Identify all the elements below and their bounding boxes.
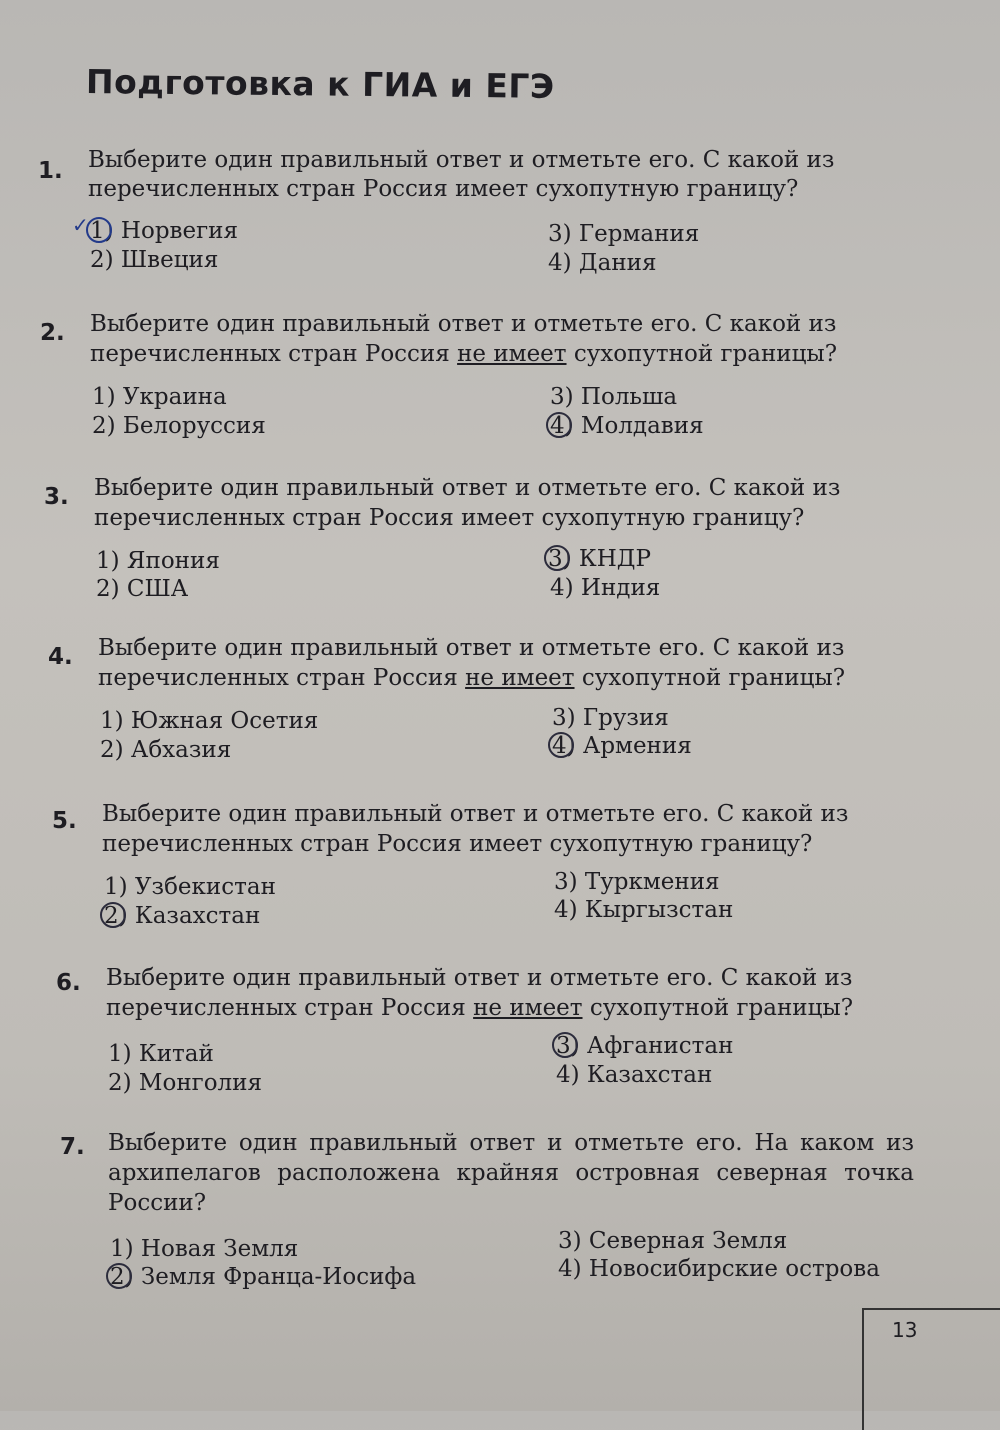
page-number-box xyxy=(862,1308,1000,1430)
answer-option[interactable]: 4) Новосибирские острова xyxy=(558,1256,880,1282)
circle-mark-icon xyxy=(552,1032,578,1058)
question-text-line-2: перечисленных стран Россия имеет сухопутную границу? xyxy=(94,505,805,531)
underlined-phrase: не имеет xyxy=(473,995,583,1021)
answer-option[interactable]: 1) Южная Осетия xyxy=(100,708,319,734)
question-number: 4. xyxy=(48,644,73,670)
circle-mark-icon xyxy=(100,902,126,928)
answer-option[interactable]: 2) США xyxy=(96,576,189,602)
circle-mark-icon xyxy=(546,412,572,438)
question-text-line-1: Выберите один правильный ответ и отметьте его. С какой из xyxy=(98,635,845,661)
question-text-line-2: перечисленных стран Россия имеет сухопутную границу? xyxy=(102,831,813,857)
answer-option[interactable]: 1) Узбекистан xyxy=(104,874,276,900)
answer-option[interactable]: 3) Афганистан xyxy=(556,1032,733,1060)
question-number: 5. xyxy=(52,808,77,834)
question-text: Выберите один правильный ответ и отметьте его. На каком из архипелагов расположена крайняя островная северная точка России? xyxy=(108,1130,914,1216)
answer-option[interactable]: 4) Индия xyxy=(550,575,661,601)
checkmark-icon: ✓ xyxy=(72,213,89,237)
answer-option[interactable]: 3) Германия xyxy=(548,221,700,247)
underlined-phrase: не имеет xyxy=(465,665,575,691)
answer-option[interactable]: 3) Польша xyxy=(550,384,678,410)
page-title: Подготовка к ГИА и ЕГЭ xyxy=(85,62,555,106)
page-number: 13 xyxy=(892,1318,918,1342)
circle-mark-icon xyxy=(86,217,112,243)
question-text-line-1: Выберите один правильный ответ и отметьте его. С какой из xyxy=(90,311,837,337)
question-text-line-1: Выберите один правильный ответ и отметьте его. С какой из xyxy=(102,801,849,827)
answer-option[interactable]: 2) Белоруссия xyxy=(92,413,266,439)
answer-option[interactable]: 2) Швеция xyxy=(90,247,219,273)
answer-option[interactable]: 3) Грузия xyxy=(552,705,669,731)
answer-option[interactable]: 2) Монголия xyxy=(108,1070,262,1096)
question-text-line-2: перечисленных стран Россия не имеет сухопутной границы? xyxy=(90,341,838,367)
answer-option[interactable]: 3) Туркмения xyxy=(554,869,720,895)
question-number: 1. xyxy=(38,158,63,184)
underlined-phrase: не имеет xyxy=(457,341,567,367)
answer-option[interactable]: 1) Новая Земля xyxy=(110,1236,299,1262)
circle-mark-icon xyxy=(106,1263,132,1289)
question-text-line-2: перечисленных стран Россия не имеет сухопутной границы? xyxy=(98,665,846,691)
answer-option[interactable]: 2) Казахстан xyxy=(104,902,260,930)
answer-option[interactable]: 1) Япония xyxy=(96,548,220,574)
answer-option[interactable]: 4) Молдавия xyxy=(550,412,704,440)
answer-option[interactable]: 4) Кыргызстан xyxy=(554,897,734,923)
question-text-line-2: перечисленных стран Россия не имеет сухопутной границы? xyxy=(106,995,854,1021)
answer-option[interactable]: ✓ 1) Норвегия xyxy=(72,213,238,244)
question-text-line-2: перечисленных стран Россия имеет сухопутную границу? xyxy=(88,176,799,202)
answer-option[interactable]: 4) Казахстан xyxy=(556,1062,713,1088)
question-number: 2. xyxy=(40,320,65,346)
question-text-line-1: Выберите один правильный ответ и отметьте его. С какой из xyxy=(88,147,835,173)
answer-option[interactable]: 1) Китай xyxy=(108,1041,214,1067)
answer-option[interactable]: 1) Украина xyxy=(92,384,227,410)
answer-option[interactable]: 4) Дания xyxy=(548,250,657,276)
answer-option[interactable]: 3) Северная Земля xyxy=(558,1228,788,1254)
answer-option[interactable]: 3) КНДР xyxy=(548,545,651,573)
answer-option[interactable]: 2) Земля Франца-Иосифа xyxy=(110,1263,416,1291)
question-text-line-1: Выберите один правильный ответ и отметьте его. С какой из xyxy=(106,965,853,991)
answer-option[interactable]: 2) Абхазия xyxy=(100,737,232,763)
circle-mark-icon xyxy=(548,732,574,758)
question-number: 6. xyxy=(56,970,81,996)
answer-option[interactable]: 4) Армения xyxy=(552,732,692,760)
question-number: 3. xyxy=(44,484,69,510)
question-text-line-1: Выберите один правильный ответ и отметьте его. С какой из xyxy=(94,475,841,501)
question-number: 7. xyxy=(60,1134,85,1160)
circle-mark-icon xyxy=(544,545,570,571)
